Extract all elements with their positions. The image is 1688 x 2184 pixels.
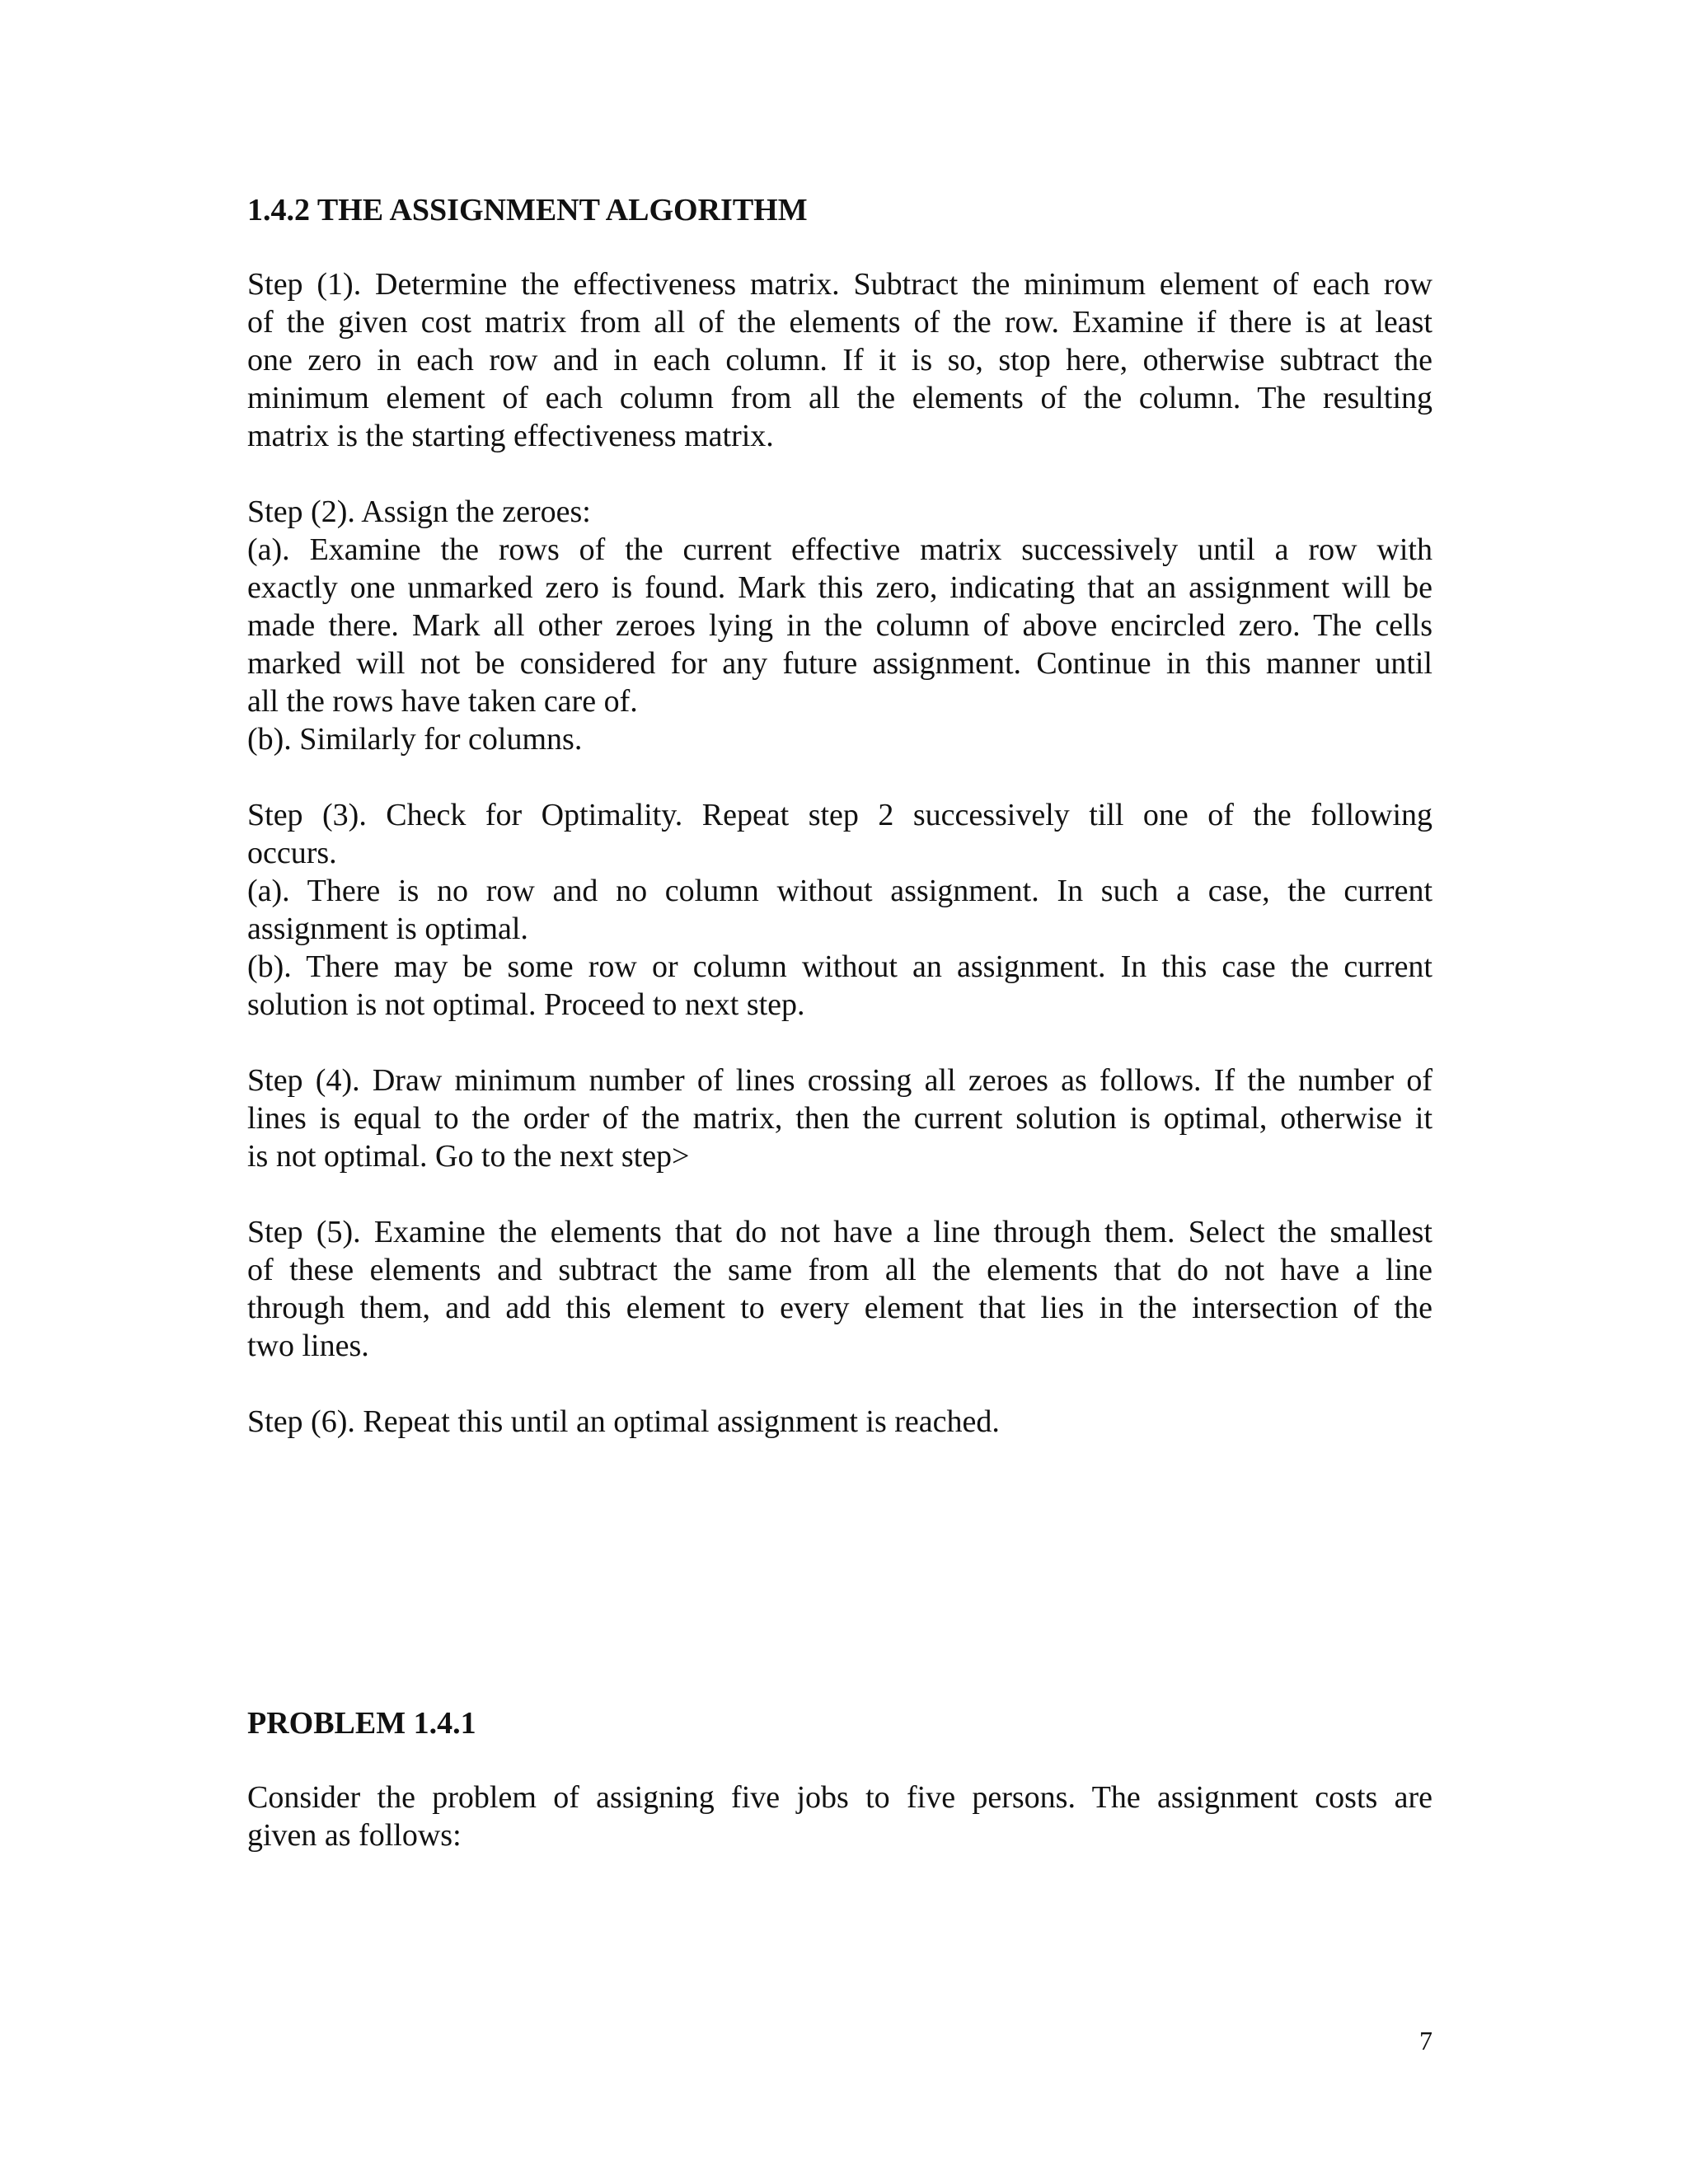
step-4-paragraph <box>247 1062 1432 1175</box>
text-column <box>247 191 1432 1854</box>
step-4-line: lines is equal to the order of the matrix, then the current solution is optimal, otherwise it <box>247 1101 1432 1136</box>
step-3-line: occurs. <box>247 836 337 870</box>
step-3-paragraph <box>247 796 1432 1024</box>
problem-paragraph <box>247 1779 1432 1854</box>
step-2-title: Step (2). Assign the zeroes: <box>247 494 591 529</box>
step-3-line: Step (3). Check for Optimality. Repeat step 2 successively till one of the following <box>247 798 1432 832</box>
step-2-paragraph <box>247 493 1432 758</box>
step-6-paragraph <box>247 1403 1432 1441</box>
step-5-line: of these elements and subtract the same from all the elements that do not have a line <box>247 1253 1432 1287</box>
step-3b-line: solution is not optimal. Proceed to next step. <box>247 987 805 1022</box>
step-3b-line: (b). There may be some row or column without an assignment. In this case the current <box>247 949 1432 984</box>
step-1-line: Step (1). Determine the effectiveness matrix. Subtract the minimum element of each row <box>247 267 1432 302</box>
step-1-line: matrix is the starting effectiveness matrix. <box>247 419 774 453</box>
step-2a-line: made there. Mark all other zeroes lying in the column of above encircled zero. The cells <box>247 608 1432 643</box>
step-3a-line: assignment is optimal. <box>247 912 528 946</box>
step-1-line: one zero in each row and in each column. If it is so, stop here, otherwise subtract the <box>247 343 1432 377</box>
step-1-line: minimum element of each column from all the elements of the column. The resulting <box>247 381 1432 415</box>
step-6-line: Step (6). Repeat this until an optimal assignment is reached. <box>247 1404 1000 1439</box>
problem-line: given as follows: <box>247 1818 462 1853</box>
step-5-line: two lines. <box>247 1329 369 1363</box>
step-1-line: of the given cost matrix from all of the elements of the row. Examine if there is at least <box>247 305 1432 340</box>
step-5-line: through them, and add this element to every element that lies in the intersection of the <box>247 1291 1432 1325</box>
step-2a-line: exactly one unmarked zero is found. Mark this zero, indicating that an assignment will be <box>247 570 1432 605</box>
step-5-paragraph <box>247 1213 1432 1365</box>
step-2a-line: marked will not be considered for any future assignment. Continue in this manner until <box>247 646 1432 681</box>
step-2a-line: all the rows have taken care of. <box>247 684 638 719</box>
step-2b-line: (b). Similarly for columns. <box>247 722 583 757</box>
step-5-line: Step (5). Examine the elements that do not have a line through them. Select the smallest <box>247 1215 1432 1249</box>
step-2a-line: (a). Examine the rows of the current effective matrix successively until a row with <box>247 532 1432 567</box>
page-number: 7 <box>1419 2026 1432 2055</box>
step-4-line: Step (4). Draw minimum number of lines crossing all zeroes as follows. If the number of <box>247 1063 1432 1098</box>
problem-line: Consider the problem of assigning five jobs to five persons. The assignment costs are <box>247 1780 1432 1815</box>
problem-heading: PROBLEM 1.4.1 <box>247 1706 476 1741</box>
section-heading: 1.4.2 THE ASSIGNMENT ALGORITHM <box>247 193 808 227</box>
step-4-line: is not optimal. Go to the next step> <box>247 1139 690 1174</box>
step-3a-line: (a). There is no row and no column without assignment. In such a case, the current <box>247 874 1432 908</box>
step-1-paragraph <box>247 265 1432 455</box>
